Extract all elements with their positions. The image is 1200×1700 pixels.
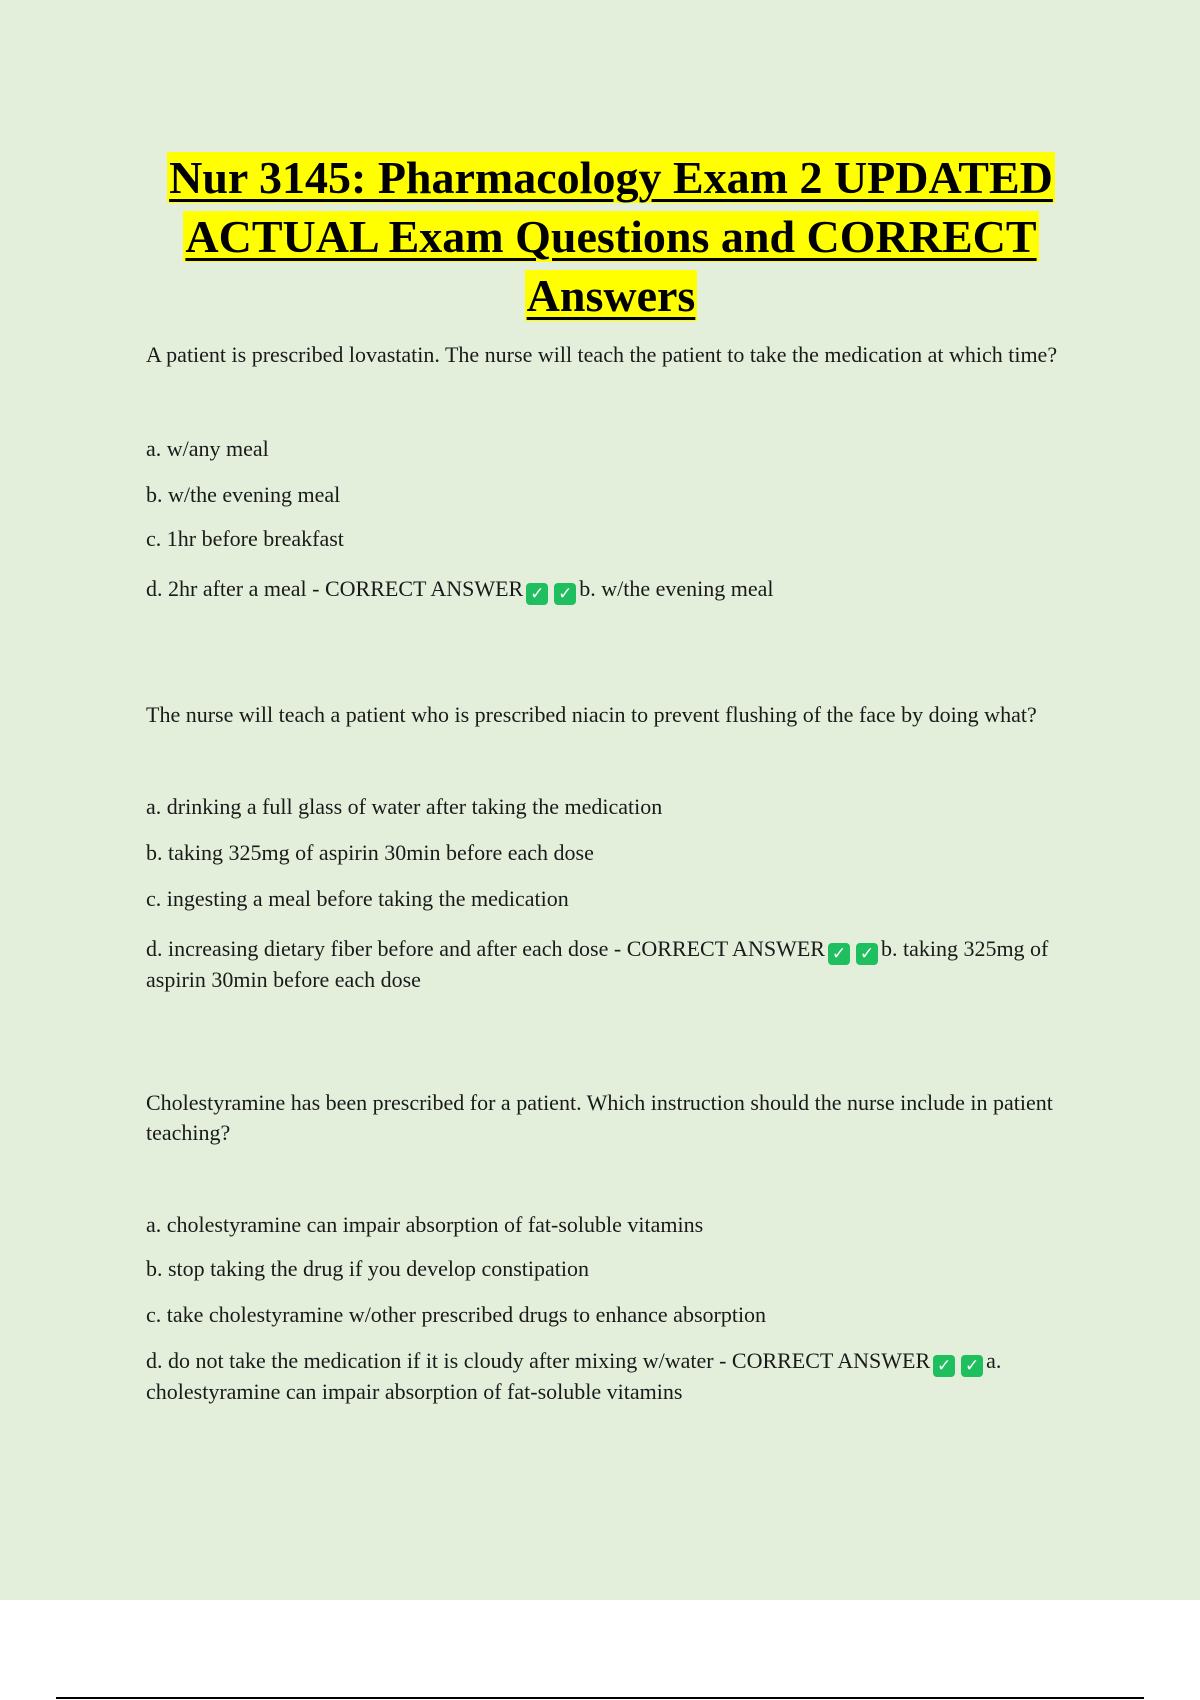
correct-answer: a. cholestyramine can impair absorption of fat-soluble vitamins	[146, 1348, 1002, 1404]
option-c: c. ingesting a meal before taking the medication	[146, 886, 569, 911]
option-d	[146, 574, 1076, 605]
question-3	[146, 1088, 1076, 1407]
option-b: b. stop taking the drug if you develop constipation	[146, 1256, 589, 1281]
check-mark-icon: ✓	[554, 583, 576, 605]
check-mark-icon: ✓	[856, 943, 878, 965]
option-b: b. w/the evening meal	[146, 482, 341, 507]
option-d	[146, 934, 1076, 995]
option-d-text: d. increasing dietary fiber before and after each dose - CORRECT ANSWER	[146, 936, 825, 961]
footer-divider	[56, 1697, 1144, 1699]
question-1	[146, 340, 1076, 605]
title-line-2: ACTUAL Exam Questions and CORRECT	[185, 211, 1037, 262]
option-d-text: d. 2hr after a meal - CORRECT ANSWER	[146, 576, 524, 601]
question-2	[146, 700, 1076, 995]
option-a: a. cholestyramine can impair absorption of fat-soluble vitamins	[146, 1212, 704, 1237]
option-list	[146, 434, 1076, 605]
title-line-1: Nur 3145: Pharmacology Exam 2 UPDATED	[169, 152, 1053, 203]
check-mark-icon: ✓	[933, 1355, 955, 1377]
option-a: a. drinking a full glass of water after taking the medication	[146, 794, 663, 819]
document-title	[146, 148, 1076, 325]
option-list	[146, 792, 1076, 995]
option-d	[146, 1346, 1076, 1407]
option-list	[146, 1210, 1076, 1407]
question-text: A patient is prescribed lovastatin. The nurse will teach the patient to take the medication at which time?	[146, 342, 1058, 367]
option-a: a. w/any meal	[146, 436, 269, 461]
check-mark-icon: ✓	[828, 943, 850, 965]
option-b: b. taking 325mg of aspirin 30min before each dose	[146, 840, 594, 865]
correct-answer: b. w/the evening meal	[579, 576, 774, 601]
title-line-3: Answers	[526, 270, 696, 321]
question-text: Cholestyramine has been prescribed for a patient. Which instruction should the nurse include in patient teaching?	[146, 1090, 1053, 1145]
check-mark-icon: ✓	[526, 583, 548, 605]
question-text: The nurse will teach a patient who is prescribed niacin to prevent flushing of the face by doing what?	[146, 702, 1037, 727]
check-mark-icon: ✓	[961, 1355, 983, 1377]
option-c: c. take cholestyramine w/other prescribed drugs to enhance absorption	[146, 1302, 767, 1327]
document-content	[146, 148, 1076, 1404]
option-d-text: d. do not take the medication if it is cloudy after mixing w/water - CORRECT ANSWER	[146, 1348, 931, 1373]
correct-answer: b. taking 325mg of aspirin 30min before each dose	[146, 936, 1049, 992]
option-c: c. 1hr before breakfast	[146, 526, 344, 551]
